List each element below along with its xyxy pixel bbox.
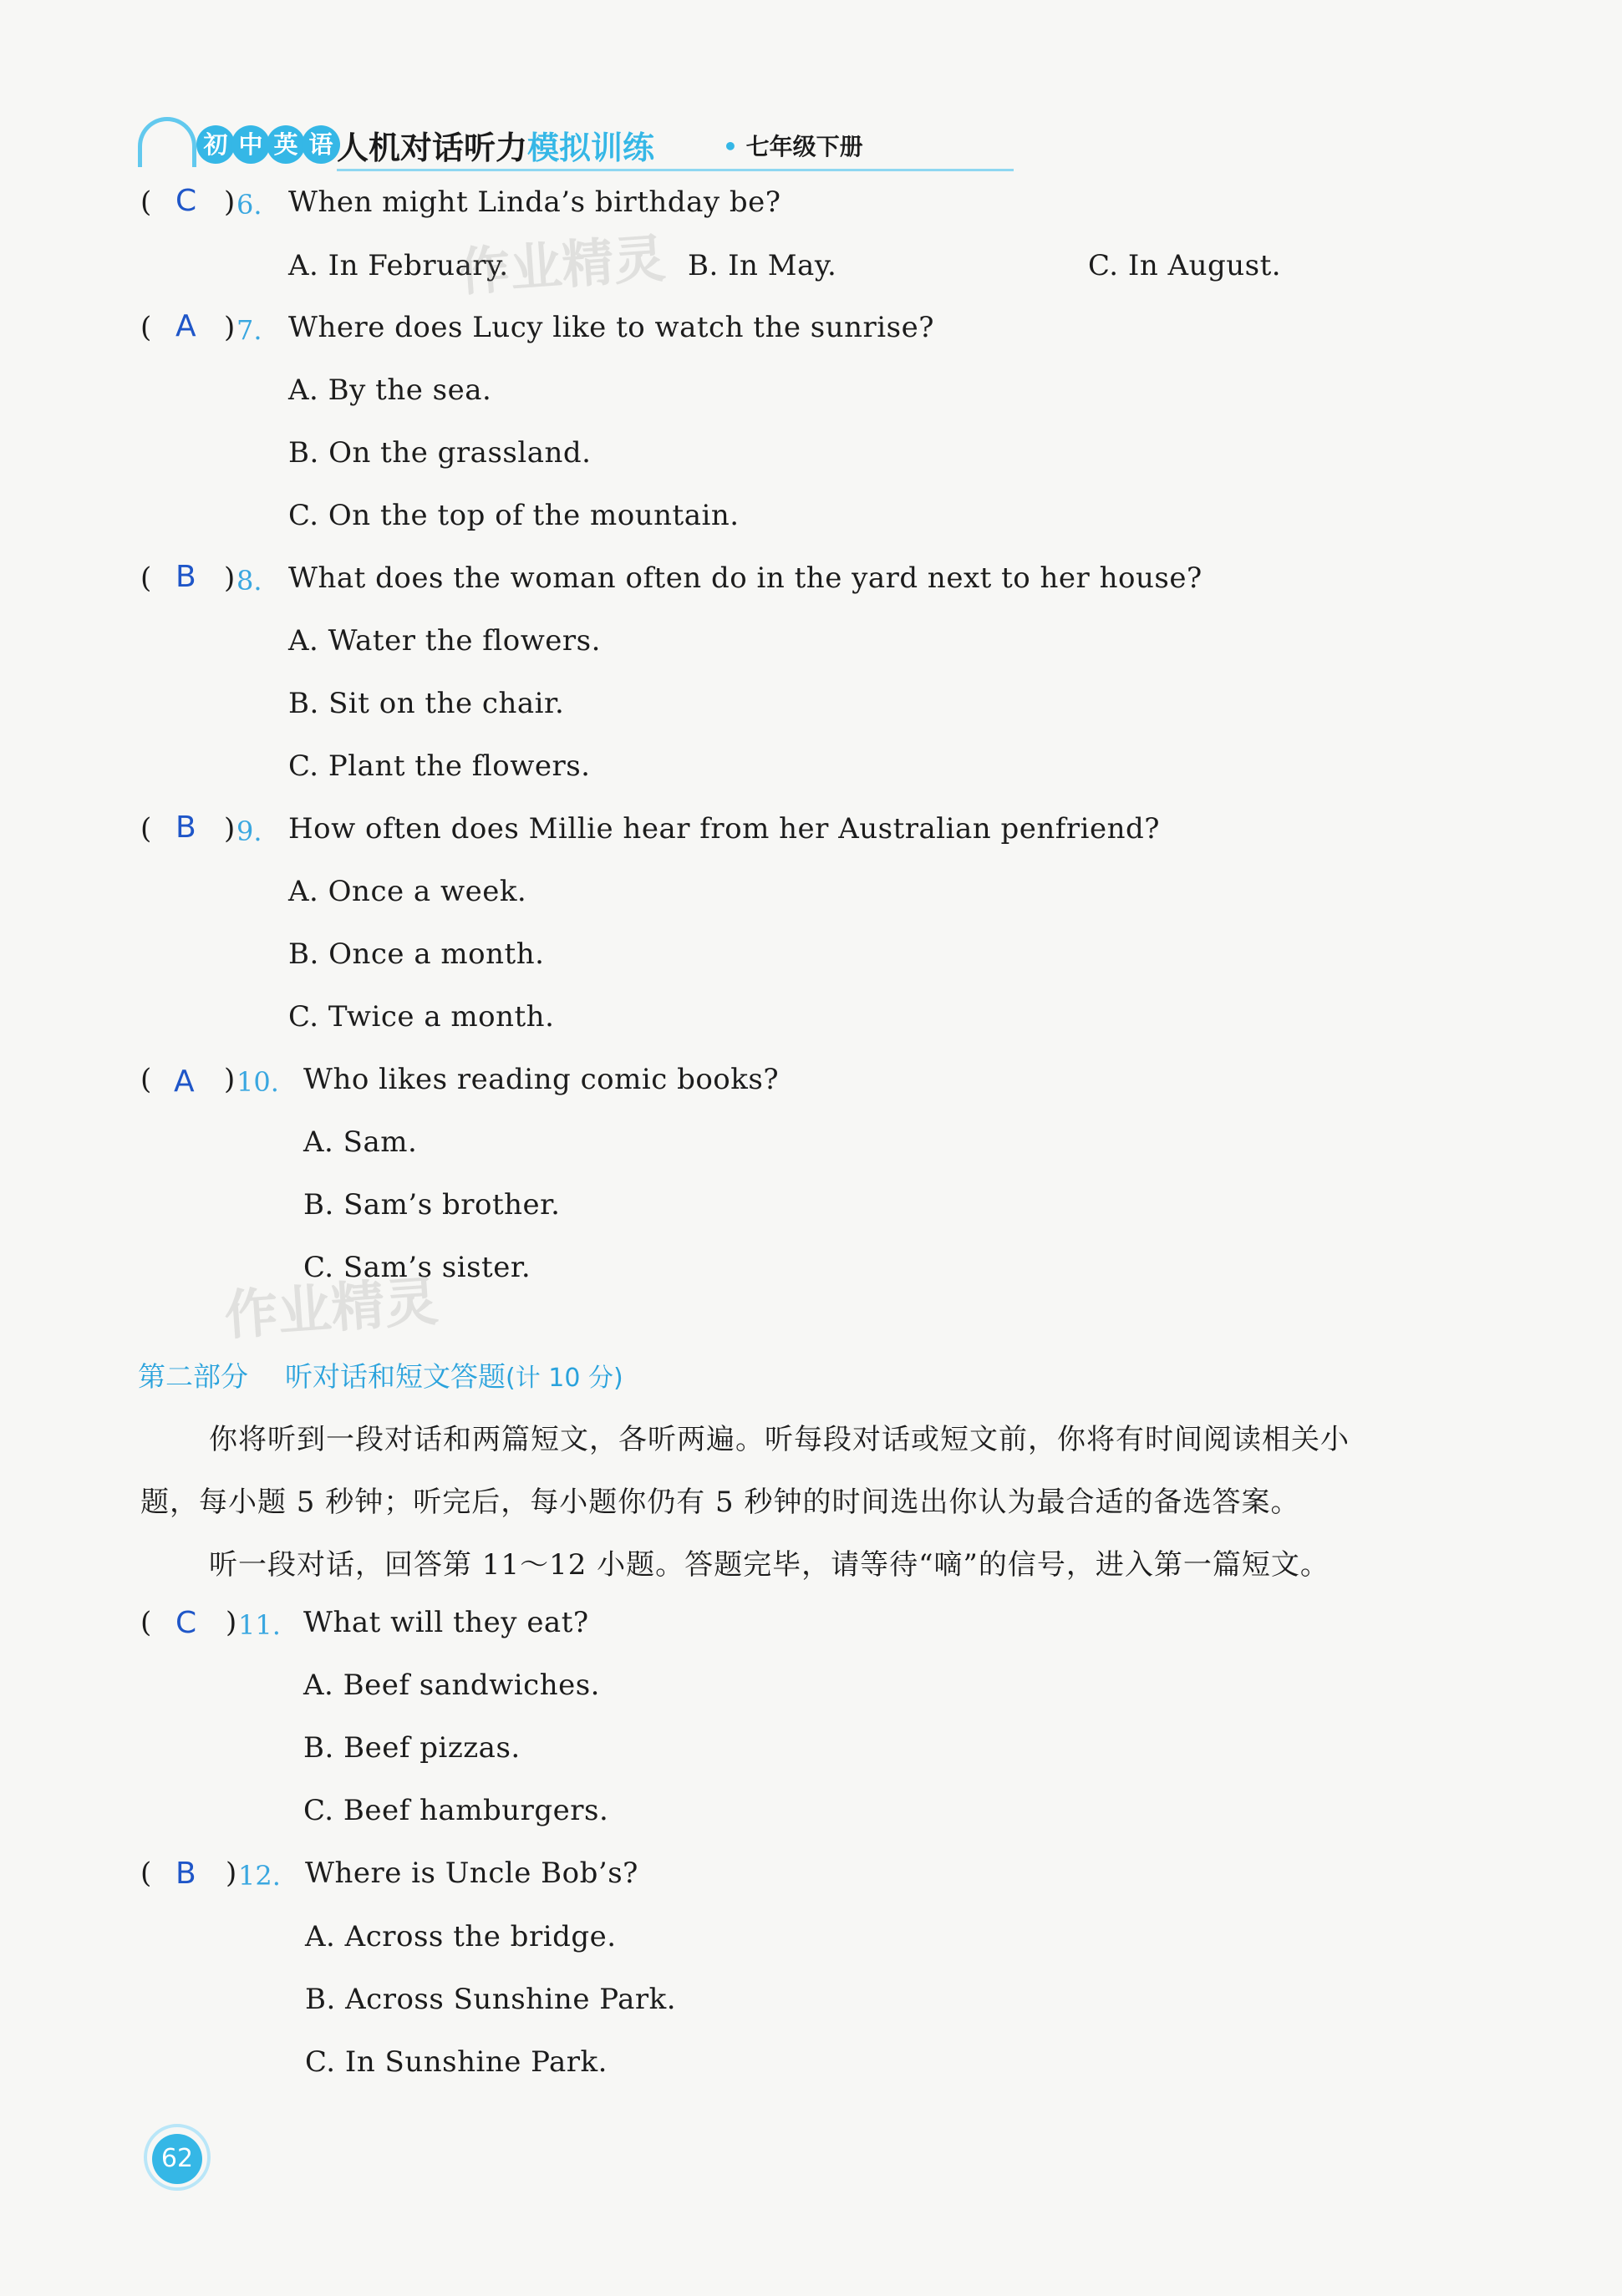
answer-letter: C [175,184,197,218]
option-b: B. Once a month. [288,937,545,971]
question-number: 12. [238,1860,281,1892]
answer-paren-open: ( [140,311,152,344]
question-text: What does the woman often do in the yard next to her house? [288,561,1203,595]
instruction-line-3: 听一段对话，回答第 11～12 小题。答题完毕，请等待“嘀”的信号，进入第一篇短文。 [209,1548,1330,1582]
header-dot: • [723,133,738,160]
answer-paren-close: ) [226,1857,237,1890]
question-text: When might Linda’s birthday be? [288,185,781,219]
option-b: B. Across Sunshine Park. [305,1983,677,2016]
question-text: Where is Uncle Bob’s? [305,1857,638,1890]
option-c: C. Beef hamburgers. [303,1794,609,1827]
answer-paren-open: ( [140,1063,152,1096]
option-b: B. Sam’s brother. [303,1188,561,1222]
header-grade-text: 七年级下册 [745,133,863,160]
header-underline [337,169,1014,171]
page-header [138,117,907,172]
option-a: A. Once a week. [288,875,527,908]
question-number: 10. [236,1066,279,1098]
answer-letter: B [175,810,196,845]
question-number: 11. [238,1609,281,1641]
option-a: A. Water the flowers. [288,624,601,658]
question-text: How often does Millie hear from her Australian penfriend? [288,812,1161,846]
question-number: 8. [236,565,262,597]
question-text: Where does Lucy like to watch the sunrise? [288,311,934,344]
answer-paren-close: ) [224,311,236,344]
option-a: A. Across the bridge. [305,1920,617,1953]
page-number: 62 [152,2134,202,2184]
header-title-main: 人机对话听力 [337,130,528,166]
answer-paren-close: ) [224,185,236,219]
answer-paren-close: ) [224,561,236,595]
option-c: C. On the top of the mountain. [288,499,740,532]
answer-letter: C [175,1606,197,1640]
answer-paren-close: ) [224,1063,236,1096]
answer-letter: A [175,309,196,343]
question-number: 7. [236,314,262,346]
option-c: C. Twice a month. [288,1000,555,1034]
answer-paren-open: ( [140,185,152,219]
answer-paren-open: ( [140,812,152,846]
question-number: 6. [236,189,262,221]
option-c: C. In Sunshine Park. [305,2045,608,2079]
answer-paren-open: ( [140,1857,152,1890]
instruction-line-2: 题，每小题 5 秒钟；听完后，每小题你仍有 5 秒钟的时间选出你认为最合适的备选答案。 [140,1486,1300,1519]
question-text: Who likes reading comic books? [303,1063,780,1096]
answer-paren-open: ( [140,561,152,595]
answer-paren-close: ) [224,812,236,846]
watermark: 作业精灵 [456,227,668,303]
header-badge-1: 初 [196,125,235,164]
headphone-icon [138,117,196,167]
section-2-heading: 第二部分 [138,1360,248,1393]
answer-paren-open: ( [140,1606,152,1639]
option-b: B. Beef pizzas. [303,1731,521,1765]
header-badge-2: 中 [231,125,270,164]
option-a: A. Beef sandwiches. [303,1669,600,1702]
option-b: B. On the grassland. [288,436,592,470]
watermark: 作业精灵 [222,1271,440,1348]
header-title [337,122,654,168]
answer-letter: A [174,1064,195,1099]
option-c: C. In August. [1088,249,1282,282]
option-a: A. Sam. [303,1125,418,1159]
option-b: B. In May. [688,249,837,282]
question-text: What will they eat? [303,1606,589,1639]
option-c: C. Sam’s sister. [303,1251,531,1284]
option-c: C. Plant the flowers. [288,749,591,783]
option-a: A. In February. [288,249,509,282]
section-2-score: (计 10 分) [506,1364,623,1393]
section-2-title [138,1355,623,1394]
section-2-name: 听对话和短文答题 [285,1360,506,1393]
header-grade [723,129,863,162]
answer-letter: B [175,560,196,594]
instruction-line-1: 你将听到一段对话和两篇短文，各听两遍。听每段对话或短文前，你将有时间阅读相关小 [209,1423,1350,1456]
header-badge-3: 英 [267,125,305,164]
answer-letter: B [175,1857,196,1891]
answer-paren-close: ) [226,1606,237,1639]
header-badge-4: 语 [302,125,340,164]
page-number-badge [144,2124,211,2191]
option-b: B. Sit on the chair. [288,687,565,720]
header-title-accent: 模拟训练 [527,130,655,166]
option-a: A. By the sea. [288,373,492,407]
question-number: 9. [236,815,262,847]
